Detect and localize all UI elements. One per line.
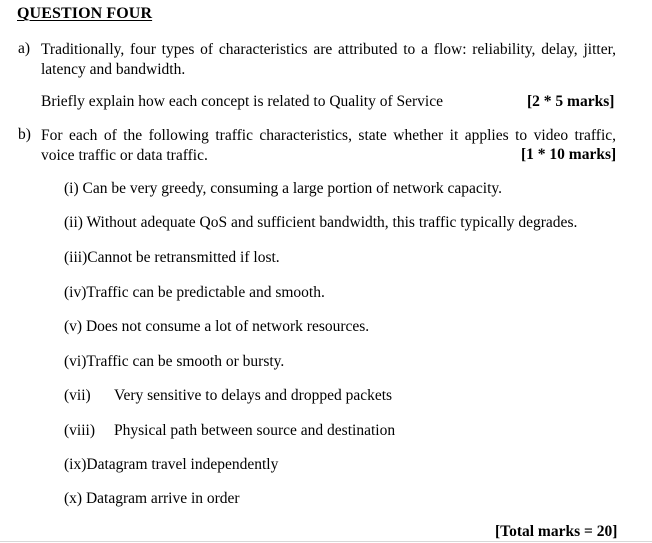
list-item: [64, 490, 240, 508]
item-number: (iii): [64, 249, 88, 266]
item-text: Traffic can be smooth or bursty.: [86, 353, 285, 370]
list-item: [64, 180, 502, 198]
total-marks: [Total marks = 20]: [495, 523, 618, 540]
part-b-marks: [1 * 10 marks]: [521, 146, 617, 163]
part-b-text: For each of the following traffic characteristics, state whether it applies to video traffic, voice traffic or data traffic.: [41, 127, 616, 164]
list-item: [64, 318, 369, 336]
list-item: [64, 249, 280, 267]
part-a-text: Traditionally, four types of characteristics are attributed to a flow: reliability, delay, jitter, latency and bandwidth.: [41, 41, 616, 78]
item-number: (v): [64, 318, 83, 335]
item-text: Does not consume a lot of network resources.: [85, 318, 370, 335]
item-text: Cannot be retransmitted if lost.: [87, 249, 280, 266]
list-item: [64, 422, 395, 440]
item-number: (viii): [64, 422, 95, 439]
list-item: [64, 387, 392, 405]
item-text: Very sensitive to delays and dropped packets: [114, 387, 393, 404]
question-heading: QUESTION FOUR: [17, 5, 153, 22]
item-number: (ix): [64, 456, 87, 473]
item-text: Datagram arrive in order: [85, 490, 240, 507]
list-item: [64, 214, 577, 232]
item-number: (vi): [64, 353, 87, 370]
list-item: [64, 353, 284, 371]
item-number: (i): [64, 180, 79, 197]
list-item: [64, 284, 325, 302]
item-text: Datagram travel independently: [86, 456, 279, 473]
item-text: Physical path between source and destination: [114, 422, 396, 439]
part-a-instruction: Briefly explain how each concept is related to Quality of Service: [41, 93, 443, 110]
page-bottom-divider: [0, 541, 652, 542]
item-number: (x): [64, 490, 83, 507]
part-a-marks: [2 * 5 marks]: [527, 93, 615, 110]
list-item: [64, 456, 278, 474]
part-b-letter: b): [18, 126, 31, 143]
item-text: Traffic can be predictable and smooth.: [86, 284, 325, 301]
item-number: (iv): [64, 284, 87, 301]
item-text: Without adequate QoS and sufficient bandwidth, this traffic typically degrades.: [86, 214, 578, 231]
part-a-letter: a): [18, 40, 31, 57]
item-number: (ii): [64, 214, 83, 231]
item-number: (vii): [64, 387, 91, 404]
item-text: Can be very greedy, consuming a large portion of network capacity.: [82, 180, 503, 197]
